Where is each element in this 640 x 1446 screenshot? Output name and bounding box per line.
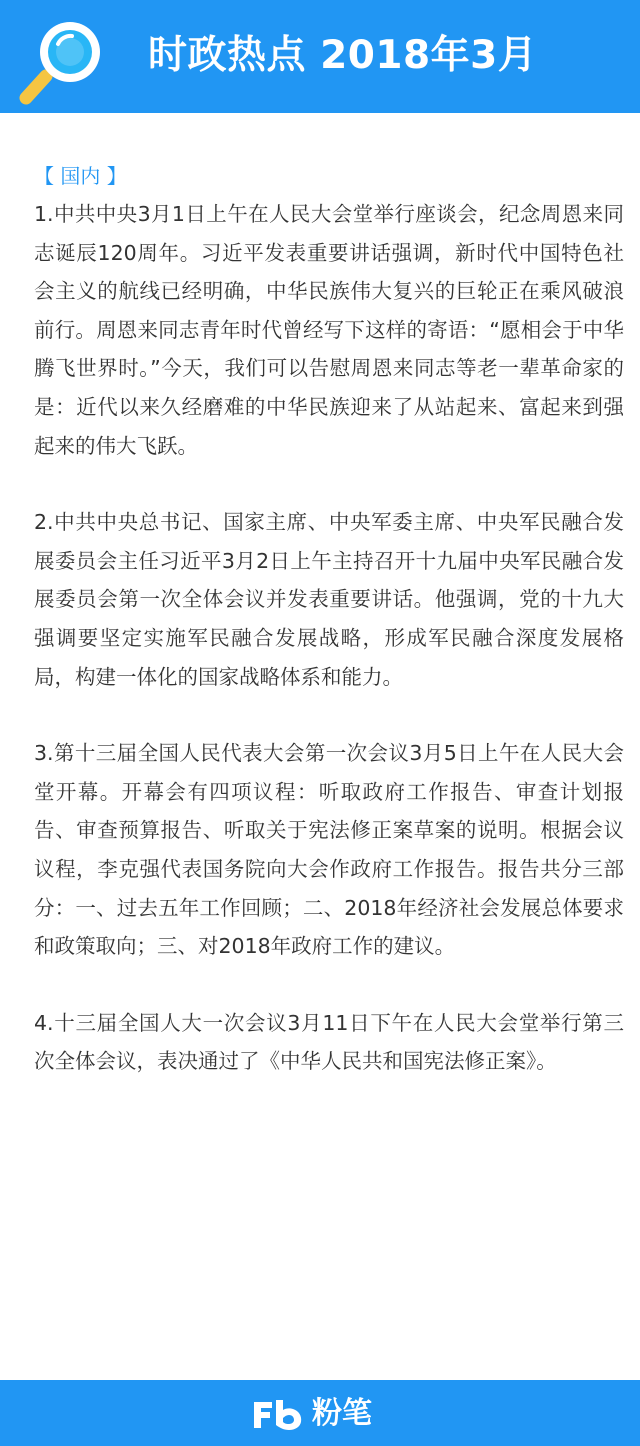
- brand-logo: [250, 1392, 372, 1436]
- footer-banner: [0, 1380, 640, 1446]
- fb-logo-icon: [250, 1396, 306, 1432]
- news-item-1: 1.中共中央3月1日上午在人民大会堂举行座谈会，纪念周恩来同志诞辰120周年。习近平发表重要讲话强调，新时代中国特色社会主义的航线已经明确，中华民族伟大复兴的巨轮正在乘风破浪前行。周恩来同志青年时代曾经写下这样的寄语：“愿相会于中华腾飞世界时。”今天，我们可以告慰周恩来同志等老一辈革命家的是：近代以来久经磨难的中华民族迎来了从站起来、富起来到强起来的伟大飞跃。: [34, 202, 624, 458]
- brand-name: 粉笔: [312, 1396, 372, 1431]
- magnifier-icon: [18, 14, 114, 106]
- news-item-2: 2.中共中央总书记、国家主席、中央军委主席、中央军民融合发展委员会主任习近平3月2日上午主持召开十九届中央军民融合发展委员会第一次全体会议并发表重要讲话。他强调，党的十九大强调要坚定实施军民融合发展战略，形成军民融合深度发展格局，构建一体化的国家战略体系和能力。: [34, 510, 624, 689]
- header-banner: [0, 0, 640, 113]
- page-title: 时政热点 2018年3月: [148, 33, 538, 78]
- news-item-3: 3.第十三届全国人民代表大会第一次会议3月5日上午在人民大会堂开幕。开幕会有四项议程：听取政府工作报告、审查计划报告、审查预算报告、听取关于宪法修正案草案的说明。根据会议议程，李克强代表国务院向大会作政府工作报告。报告共分三部分：一、过去五年工作回顾；二、2018年经济社会发展总体要求和政策取向；三、对2018年政府工作的建议。: [34, 741, 624, 959]
- news-item-4: 4.十三届全国人大一次会议3月11日下午在人民大会堂举行第三次全体会议，表决通过了《中华人民共和国宪法修正案》。: [34, 1010, 624, 1074]
- article-body: [34, 157, 624, 1119]
- section-tag-domestic: 【 国内 】: [34, 164, 127, 188]
